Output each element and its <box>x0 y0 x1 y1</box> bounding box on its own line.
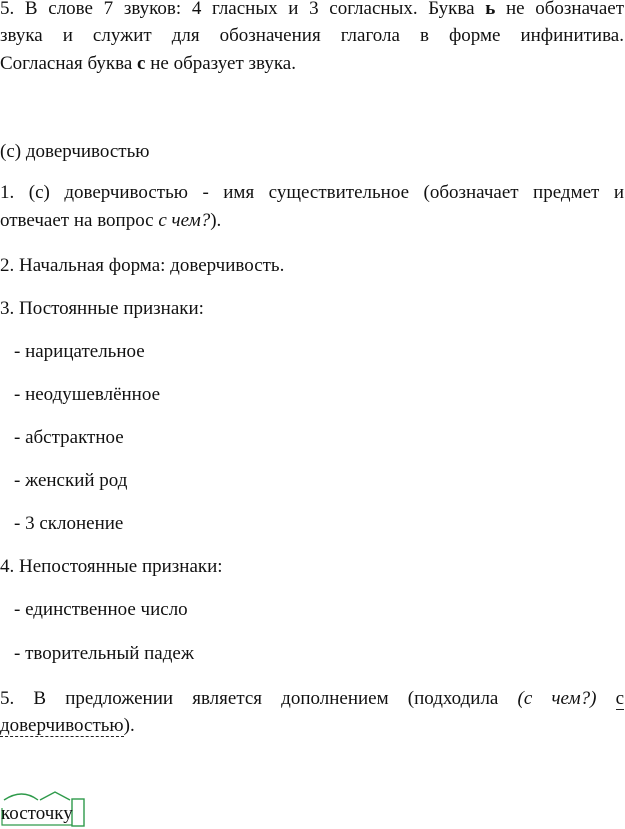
item5-preposition-underlined: с <box>615 688 624 709</box>
para5-line3-text-b: не образует звука. <box>150 53 296 74</box>
constant-feature-1: - нарицательное <box>14 341 145 362</box>
item5-line2-end: ). <box>123 715 135 736</box>
variable-feature-2: - творительный падеж <box>14 643 194 664</box>
suffix-roof <box>40 792 70 800</box>
root-arc <box>4 794 38 800</box>
item1-line2 <box>0 208 221 234</box>
item1-line1: 1. (с) доверчивостью - имя существительное (обозначает предмет и <box>0 182 624 203</box>
constant-feature-5: - 3 склонение <box>14 513 124 534</box>
item2-initial-form: 2. Начальная форма: доверчивость. <box>0 255 285 276</box>
para5-line3-text-a: Согласная буква <box>0 53 133 74</box>
morpheme-parse <box>0 786 100 829</box>
constant-feature-3: - абстрактное <box>14 427 124 448</box>
para5-line1 <box>0 0 624 22</box>
item3-constant-features-heading: 3. Постоянные признаки: <box>0 298 204 319</box>
analyzed-word-heading: (с) доверчивостью <box>0 141 150 162</box>
item5-question-italic: (с чем?) <box>517 688 597 709</box>
bold-letter-s: с <box>137 53 146 74</box>
item5-line1 <box>0 686 624 712</box>
para5-line1-text-b: не обозначает <box>505 0 624 19</box>
item5-line1-text: 5. В предложении является дополнением (подходила <box>0 688 499 709</box>
bold-letter-soft-sign: ь <box>485 0 496 19</box>
para5-line3 <box>0 51 296 77</box>
constant-feature-4: - женский род <box>14 470 128 491</box>
item1-question-italic: с чем? <box>158 210 211 231</box>
item4-variable-features-heading: 4. Непостоянные признаки: <box>0 556 223 577</box>
item1-line2-end: ). <box>210 210 222 231</box>
variable-feature-1: - единственное число <box>14 599 188 620</box>
constant-feature-2: - неодушевлённое <box>14 384 160 405</box>
ending-box <box>72 799 84 826</box>
item1-line2-text: отвечает на вопрос <box>0 210 154 231</box>
para5-line1-text-a: 5. В слове 7 звуков: 4 гласных и 3 согласных. Буква <box>0 0 475 19</box>
para5-line2: звука и служит для обозначения глагола в форме инфинитива. <box>0 25 624 46</box>
item5-object-dashed-underline: доверчивостью <box>0 715 124 736</box>
item5-line2 <box>0 713 135 739</box>
morpheme-word: косточку <box>1 803 73 824</box>
